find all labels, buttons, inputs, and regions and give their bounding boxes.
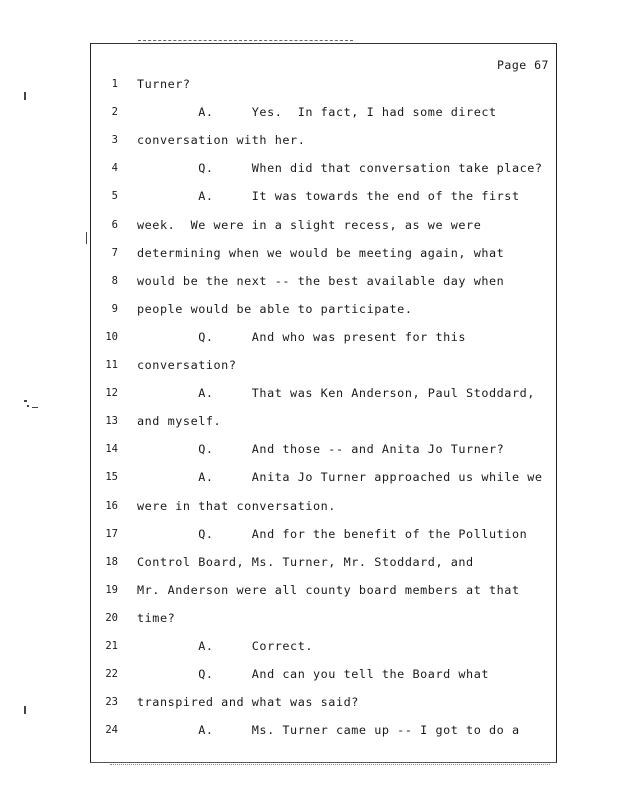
transcript-line: [90, 639, 555, 659]
line-text: A. Ms. Turner came up -- I got to do a: [137, 723, 520, 738]
transcript-line: [90, 527, 555, 547]
line-number: 4: [111, 162, 118, 175]
page-number: Page 67: [497, 58, 549, 72]
transcript-line: [90, 246, 555, 266]
margin-mark: [24, 92, 26, 100]
line-text: A. Anita Jo Turner approached us while we: [137, 470, 543, 485]
transcript-line: [90, 133, 555, 153]
line-text: people would be able to participate.: [137, 301, 413, 316]
line-number: 17: [105, 527, 118, 540]
line-number: 1: [111, 78, 118, 90]
line-number: 11: [105, 359, 118, 371]
margin-mark: [24, 706, 26, 714]
line-number: 14: [105, 443, 118, 456]
line-text: Q. And for the benefit of the Pollution: [137, 526, 528, 541]
line-number: 20: [105, 611, 118, 624]
transcript-line: [90, 723, 555, 743]
line-text: conversation with her.: [137, 133, 306, 148]
margin-mark: [27, 405, 29, 407]
line-number: 5: [111, 190, 118, 203]
line-text: Turner?: [137, 77, 191, 91]
line-text: and myself.: [137, 414, 222, 429]
transcript-line: [90, 189, 555, 209]
transcript-line: [90, 77, 555, 97]
transcript-line: [90, 470, 555, 490]
transcript-line: [90, 386, 555, 406]
line-number: 23: [105, 696, 118, 709]
line-number: 7: [111, 246, 118, 259]
line-text: Mr. Anderson were all county board members at that: [137, 582, 520, 597]
line-number: 10: [105, 330, 118, 343]
transcript-line: [90, 274, 555, 294]
transcript-line: [90, 442, 555, 462]
line-number: 2: [111, 106, 118, 119]
line-text: Q. And can you tell the Board what: [137, 667, 490, 682]
line-text: would be the next -- the best available day when: [137, 273, 505, 288]
transcript-line: [90, 358, 555, 378]
line-text: A. Yes. In fact, I had some direct: [137, 105, 497, 120]
line-text: A. Correct.: [137, 639, 314, 653]
line-text: Q. When did that conversation take place?: [137, 161, 543, 176]
transcript-line: [90, 330, 555, 350]
transcript-line: [90, 161, 555, 181]
transcript-line: [90, 555, 555, 575]
line-number: 16: [105, 499, 118, 512]
line-text: were in that conversation.: [137, 498, 336, 513]
line-number: 13: [105, 415, 118, 428]
margin-mark: [24, 400, 27, 402]
line-text: Q. And those -- and Anita Jo Turner?: [137, 442, 505, 457]
line-number: 15: [105, 471, 118, 484]
line-text: Q. And who was present for this: [137, 329, 467, 344]
line-text: time?: [137, 610, 176, 625]
line-number: 6: [111, 218, 118, 231]
line-number: 3: [111, 134, 118, 147]
line-number: 8: [111, 274, 118, 287]
line-text: week. We were in a slight recess, as we were: [137, 217, 482, 232]
margin-mark: [32, 407, 38, 408]
line-number: 12: [105, 387, 118, 400]
line-text: conversation?: [137, 358, 237, 372]
margin-mark: [86, 232, 87, 244]
transcript-line: [90, 105, 555, 125]
transcript-line: [90, 667, 555, 687]
bottom-scan-artifact: [110, 764, 550, 767]
line-number: 19: [105, 583, 118, 596]
transcript-line: [90, 695, 555, 715]
line-number: 22: [105, 668, 118, 681]
transcript-line: [90, 499, 555, 519]
line-text: A. That was Ken Anderson, Paul Stoddard,: [137, 386, 535, 401]
line-number: 24: [105, 724, 118, 737]
line-number: 18: [105, 555, 118, 568]
transcript-line: [90, 302, 555, 322]
line-text: A. It was towards the end of the first: [137, 189, 520, 204]
line-text: determining when we would be meeting again, what: [137, 245, 505, 260]
line-text: transpired and what was said?: [137, 695, 359, 710]
transcript-line: [90, 414, 555, 434]
line-number: 21: [105, 640, 118, 652]
transcript-line: [90, 611, 555, 631]
line-text: Control Board, Ms. Turner, Mr. Stoddard, and: [137, 554, 474, 569]
transcript-line: [90, 583, 555, 603]
line-number: 9: [111, 302, 118, 315]
transcript-line: [90, 218, 555, 238]
